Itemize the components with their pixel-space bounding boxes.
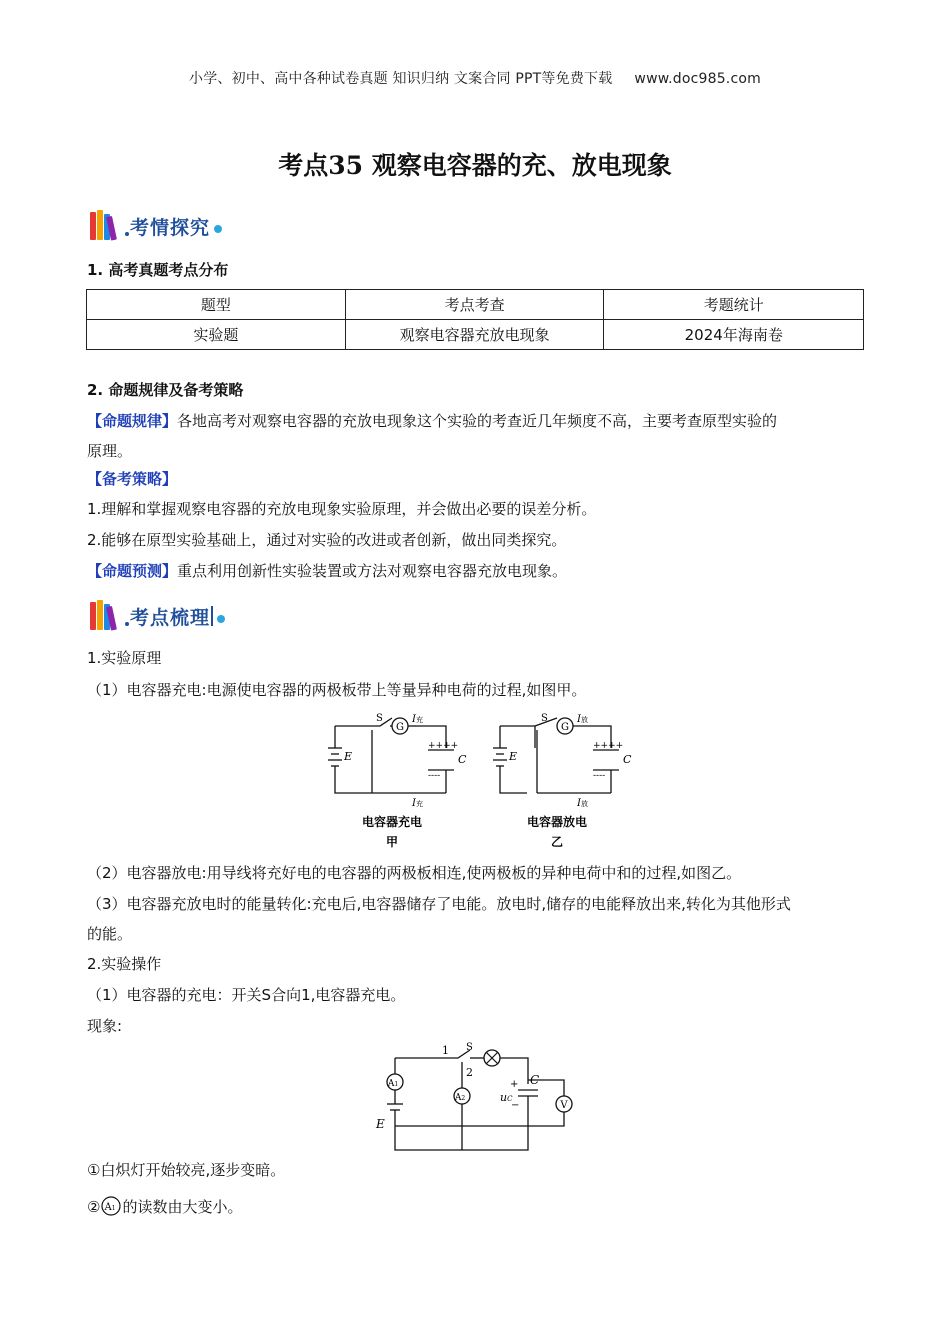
current-top-label: I放 [577,714,588,725]
prep-tag: 【备考策略】 [87,470,178,488]
books-icon [90,210,124,242]
svg-text:A1: A1 [104,1202,116,1213]
current-bottom-label: I充 [412,798,423,809]
switch-label: S [376,713,383,724]
strategy-heading: 2. 命题规律及备考策略 [87,381,244,399]
table-cell: 2024年海南卷 [604,320,864,350]
header-website-link[interactable]: www.doc985.com [634,71,761,87]
table-cell: 实验题 [87,320,346,350]
books-icon [90,600,124,632]
voltage-label: uC [500,1091,513,1104]
discharge-circuit [493,713,632,849]
switch-pos1: 1 [442,1044,449,1057]
plus-signs: ++++ [428,741,459,751]
principle-item: （2）电容器放电:用导线将充好电的电容器的两极板相连,使两极板的异种电荷中和的过程,如图乙。 [87,864,742,882]
section-banner-keypoints [90,596,225,636]
dot-icon [214,225,222,233]
figure-sub-discharge: 乙 [550,835,564,849]
rule-text: 各地高考对观察电容器的充放电现象这个实验的考查近几年频度不高，主要考查原型实验的 [177,412,778,430]
table-header-cell: 题型 [87,290,346,320]
figure-charge-discharge [320,708,630,858]
rule-text-cont: 原理。 [87,442,133,460]
predict-tag: 【命题预测】 [87,562,178,580]
switch-label: S [466,1042,473,1053]
table-header-cell: 考题统计 [604,290,864,320]
capacitor-label: C [530,1073,540,1087]
ammeter1-inline-icon [100,1195,122,1217]
operation-item: （1）电容器的充电：开关S合向1,电容器充电。 [87,986,406,1004]
circled-2: ② [87,1198,101,1216]
section-banner-exam [90,206,222,246]
table-cell: 观察电容器充放电现象 [345,320,604,350]
rule-paragraph [87,406,867,437]
principle-item: （1）电容器充电:电源使电容器的两极板带上等量异种电荷的过程,如图甲。 [87,681,587,699]
section-title-keypoints: 考点梳理 [130,606,211,629]
principle-heading: 1.实验原理 [87,649,162,667]
emf-label: E [344,750,353,763]
switch-pos2: 2 [466,1066,473,1079]
observation-2 [87,1192,867,1223]
emf-label: E [509,750,518,763]
table-header-cell: 考点考查 [345,290,604,320]
phenomenon-label: 现象: [87,1017,123,1035]
predict-text: 重点利用创新性实验装置或方法对观察电容器充放电现象。 [177,562,568,580]
capacitor-label: C [458,753,467,766]
prep-item: 2.能够在原型实验基础上，通过对实验的改进或者创新，做出同类探究。 [87,531,567,549]
prep-item: 1.理解和掌握观察电容器的充放电现象实验原理，并会做出必要的误差分析。 [87,500,597,518]
ammeter2-label: A2 [454,1093,466,1103]
plus-sign: + [510,1079,519,1090]
capacitor-label: C [623,753,632,766]
operation-heading: 2.实验操作 [87,955,162,973]
current-bottom-label: I放 [577,798,588,809]
page-title: 考点35 观察电容器的充、放电现象 [278,151,672,180]
principle-item: （3）电容器充放电时的能量转化:充电后,电容器储存了电能。放电时,储存的电能释放出来,转化为其他形式 [87,895,791,913]
voltmeter-label: V [560,1100,568,1111]
page-header [0,68,950,88]
figure-caption-discharge: 电容器放电 [526,815,588,829]
section-title-exam: 考情探究 [130,216,211,239]
switch-label: S [541,713,548,724]
figure-caption-charge: 电容器充电 [361,815,423,829]
predict-paragraph [87,556,867,587]
dot-icon [217,615,225,623]
distribution-heading: 1. 高考真题考点分布 [87,261,229,279]
observation-2-text: 的读数由大变小。 [122,1198,243,1216]
table-row [87,320,864,350]
table-header-row [87,290,864,320]
minus-sign: − [511,1100,520,1111]
header-text: 小学、初中、高中各种试卷真题 知识归纳 文案合同 PPT等免费下载 [189,71,613,87]
plus-signs: ++++ [593,741,624,751]
principle-item-cont: 的能。 [87,925,133,943]
emf-label: E [376,1117,385,1131]
galvanometer-label: G [561,722,569,733]
observation-1: ①白炽灯开始较亮,逐步变暗。 [87,1161,286,1179]
text-cursor [211,606,213,626]
galvanometer-label: G [396,722,404,733]
rule-tag: 【命题规律】 [87,412,178,430]
figure-charge-circuit-meters [370,1040,580,1152]
minus-signs: ---- [428,771,441,781]
minus-signs: ---- [593,771,606,781]
distribution-table [86,289,864,350]
current-top-label: I充 [412,714,423,725]
figure-sub-charge: 甲 [385,835,399,849]
ammeter1-label: A1 [387,1079,399,1089]
